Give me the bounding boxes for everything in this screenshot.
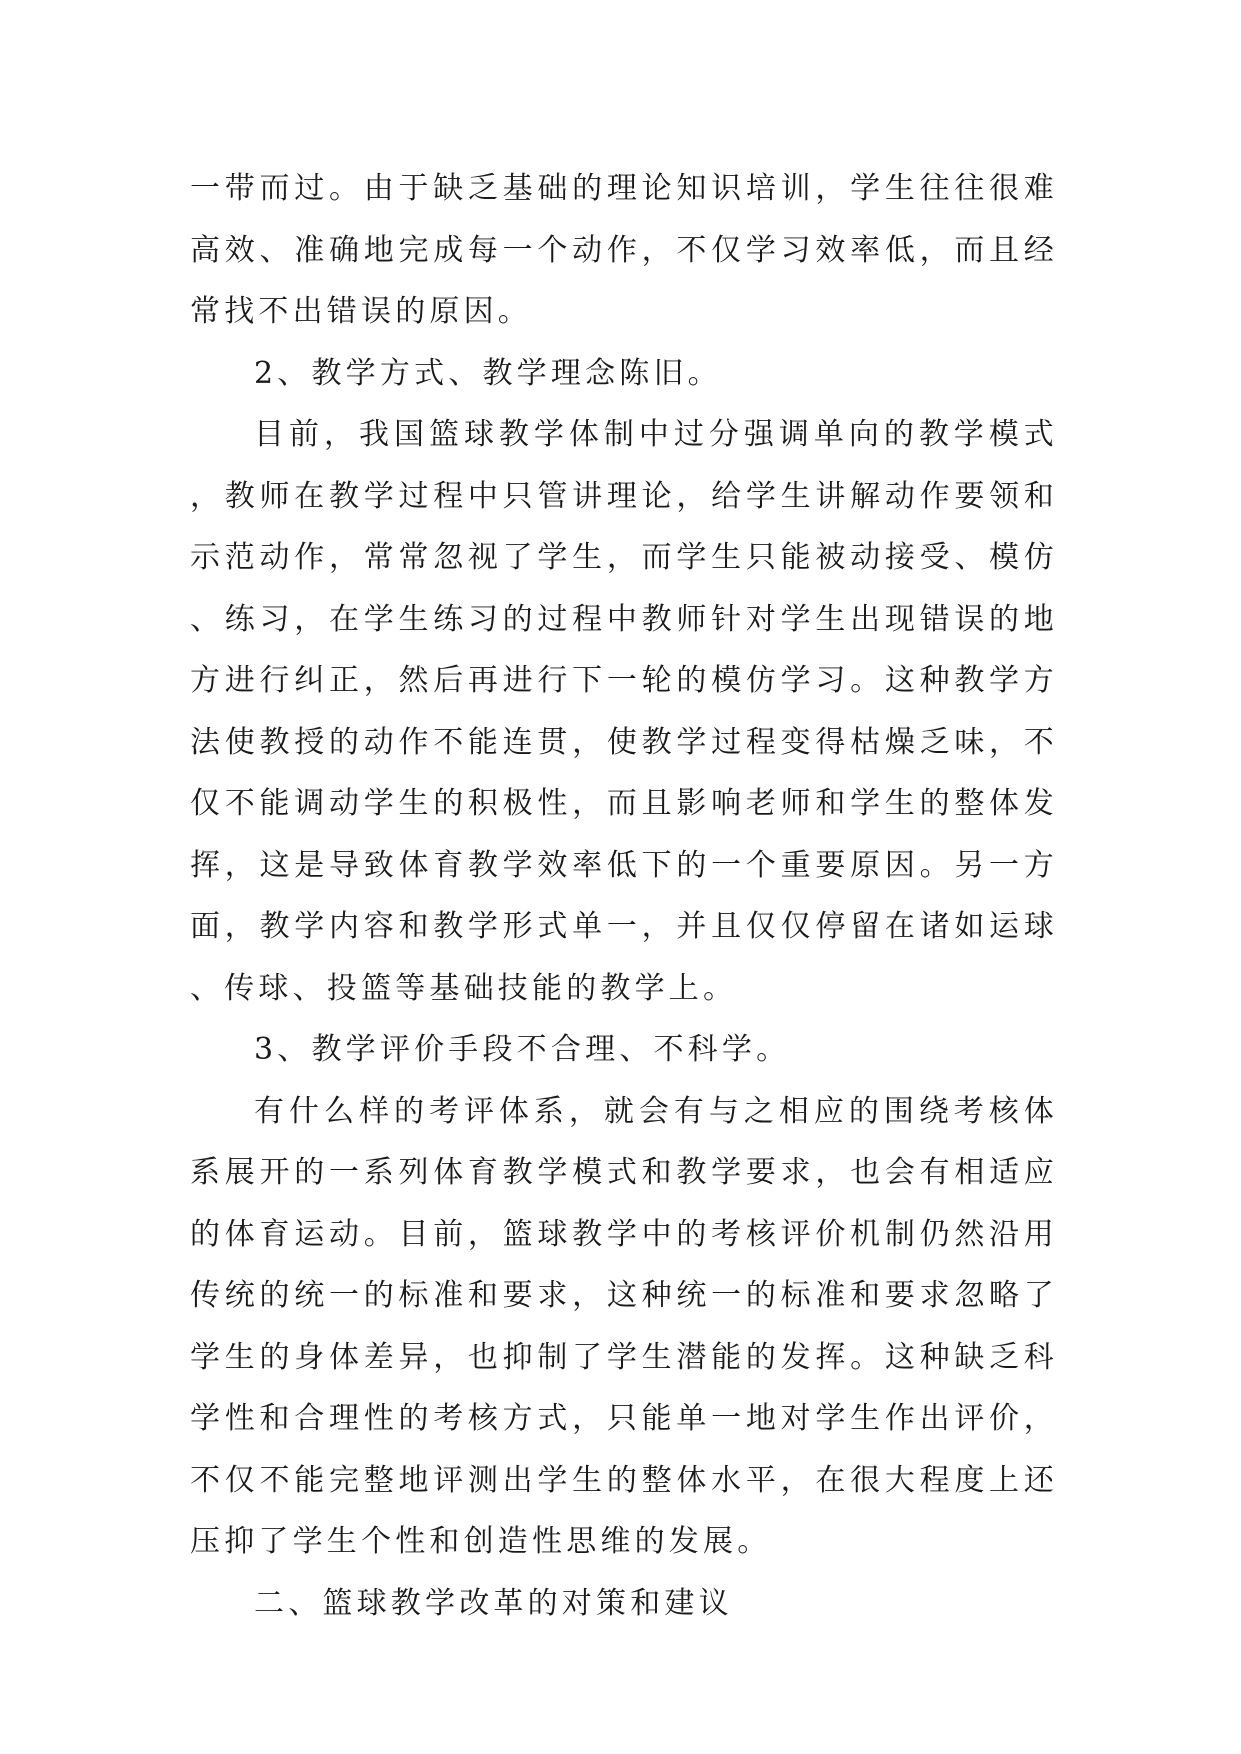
document-body	[190, 158, 1058, 1634]
paragraph-subheading-2: 2、教学方式、教学理念陈旧。	[254, 355, 722, 391]
paragraph-continuation: 一带而过。由于缺乏基础的理论知识培训，学生往往很难高效、准确地完成每一个动作，不仅学习效率低，而且经常找不出错误的原因。	[190, 171, 1058, 329]
paragraph-subheading-3: 3、教学评价手段不合理、不科学。	[254, 1032, 791, 1067]
paragraph-evaluation: 有什么样的考评体系，就会有与之相应的围绕考核体系展开的一系列体育教学模式和教学要求，也会有相适应的体育运动。目前，篮球教学中的考核评价机制仍然沿用传统的统一的标准和要求，这种统一的标准和要求忽略了学生的身体差异，也抑制了学生潜能的发挥。这种缺乏科学性和合理性的考核方式，只能单一地对学生作出评价，不仅不能完整地评测出学生的整体水平，在很大程度上还压抑了学生个性和创造性思维的发展。	[190, 1093, 1058, 1559]
section-heading-2: 二、篮球教学改革的对策和建议	[254, 1585, 733, 1621]
paragraph-teaching-method: 目前，我国篮球教学体制中过分强调单向的教学模式，教师在教学过程中只管讲理论，给学生讲解动作要领和示范动作，常常忽视了学生，而学生只能被动接受、模仿、练习，在学生练习的过程中教师针对学生出现错误的地方进行纠正，然后再进行下一轮的模仿学习。这种教学方法使教授的动作不能连贯，使教学过程变得枯燥乏味，不仅不能调动学生的积极性，而且影响老师和学生的整体发挥，这是导致体育教学效率低下的一个重要原因。另一方面，教学内容和教学形式单一，并且仅仅停留在诸如运球、传球、投篮等基础技能的教学上。	[190, 417, 1058, 1006]
